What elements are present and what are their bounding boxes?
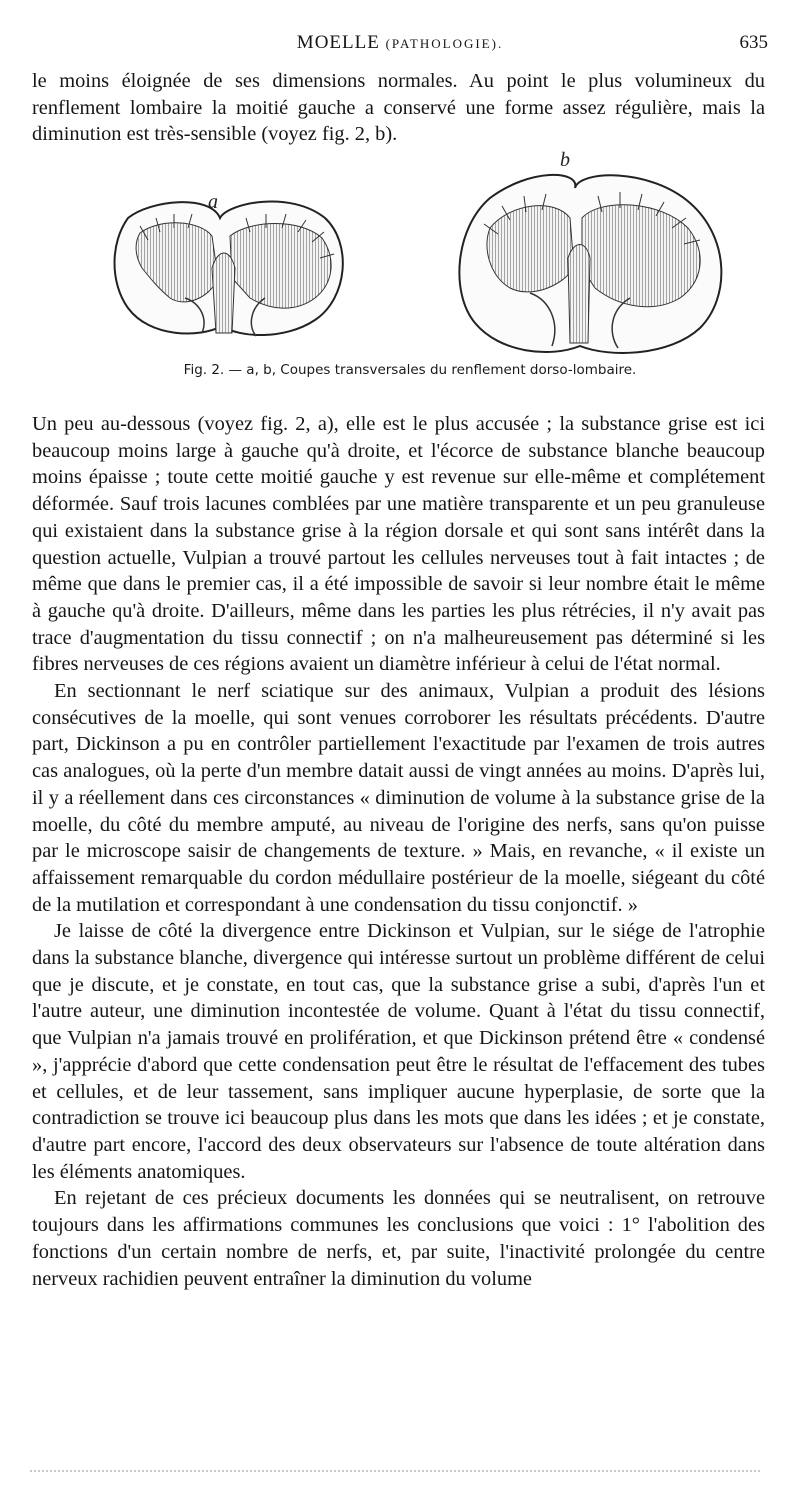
running-title-main: MOELLE xyxy=(296,32,380,53)
figure-label-b: b xyxy=(560,149,570,171)
text-block-main xyxy=(32,411,765,1292)
running-head xyxy=(32,32,768,58)
paragraph: En sectionnant le nerf sciatique sur des animaux, Vulpian a produit des lésions consécutives de la moelle, qui sont venues corroborer les résultats précédents. D'autre part, Dickinson a pu en contrôler partiellement l'exactitude par l'examen de trois autres cas analogues, où la perte d'un membre datait aussi de vingt années au moins. D'après lui, il y a réellement dans ces circonstances « diminution de volume à la substance grise de la moelle, du côté du membre amputé, au niveau de l'origine des nerfs, sans qu'on puisse par le microscope saisir de changements de texture. » Mais, en revanche, « il existe un affaissement remarquable du cordon médullaire postérieur de la moelle, siégeant du côté de la mutilation et correspondant à une condensation du tissu conjonctif. » xyxy=(32,680,765,916)
paragraph: En rejetant de ces précieux documents les données qui se neutralisent, on retrouve toujours dans les affirmations communes les conclusions que voici : 1° l'abolition des fonctions d'un certain nombre de nerfs, et, par suite, l'inactivité prolongée du centre nerveux rachidien peuvent entraîner la diminution du volume xyxy=(32,1187,765,1290)
footer-bleed-line xyxy=(30,1470,760,1475)
paragraph: Je laisse de côté la divergence entre Dickinson et Vulpian, sur le siége de l'atrophie dans la substance blanche, divergence qui intéresse surtout un problème différent de celui que je discute, et je constate, en tout cas, que la substance grise a subi, d'après l'un et l'autre auteur, une diminution incontestée de volume. Quant à l'état du tissu connectif, que Vulpian n'a jamais trouvé en prolifération, et que Dickinson prétend être « condensé », j'apprécie d'abord que cette condensation peut être le résultat de l'effacement des tubes et cellules, et de leur tassement, sans impliquer aucune hyperplasie, de sorte que la contradiction se trouve ici beaucoup plus dans les mots que dans les idées ; et je constate, d'autre part encore, l'accord des deux observateurs sur l'absence de toute altération dans les éléments anatomiques. xyxy=(32,920,765,1183)
figure-spinal-sections xyxy=(90,148,780,358)
figure-label-a: a xyxy=(208,191,218,213)
section-b-drawing xyxy=(459,149,721,353)
paragraph: le moins éloignée de ses dimensions normales. Au point le plus volumineux du renflement lombaire la moitié gauche a conservé une forme assez régulière, mais la diminution est très-sensible (voyez fig. 2, b). xyxy=(32,70,765,146)
running-title-sub: (PATHOLOGIE). xyxy=(385,36,504,51)
figure-caption: Fig. 2. — a, b, Coupes transversales du renflement dorso-lombaire. xyxy=(183,362,637,378)
page-number: 635 xyxy=(739,32,768,53)
section-a-drawing xyxy=(115,191,343,336)
text-block-top xyxy=(32,68,765,148)
paragraph: Un peu au-dessous (voyez fig. 2, a), elle est le plus accusée ; la substance grise est ici beaucoup moins large à gauche qu'à droite, et l'écorce de substance blanche beaucoup moins épaisse ; toute cette moitié gauche y est revenue sur elle-même et complétement déformée. Sauf trois lacunes comblées par une matière transparente et un peu granuleuse qui existaient dans la substance grise à la région dorsale et qui sont sans intérêt dans la question actuelle, Vulpian a trouvé partout les cellules nerveuses tout à fait intactes ; de même que dans le premier cas, il a été impossible de savoir si leur nombre était le même à gauche qu'à droite. D'ailleurs, même dans les parties les plus rétrécies, il n'y avait pas trace d'augmentation du tissu connectif ; on n'a malheureusement pas déterminé si les fibres nerveuses de ces régions avaient un diamètre inférieur à celui de l'état normal. xyxy=(32,413,765,676)
running-title xyxy=(32,32,768,54)
